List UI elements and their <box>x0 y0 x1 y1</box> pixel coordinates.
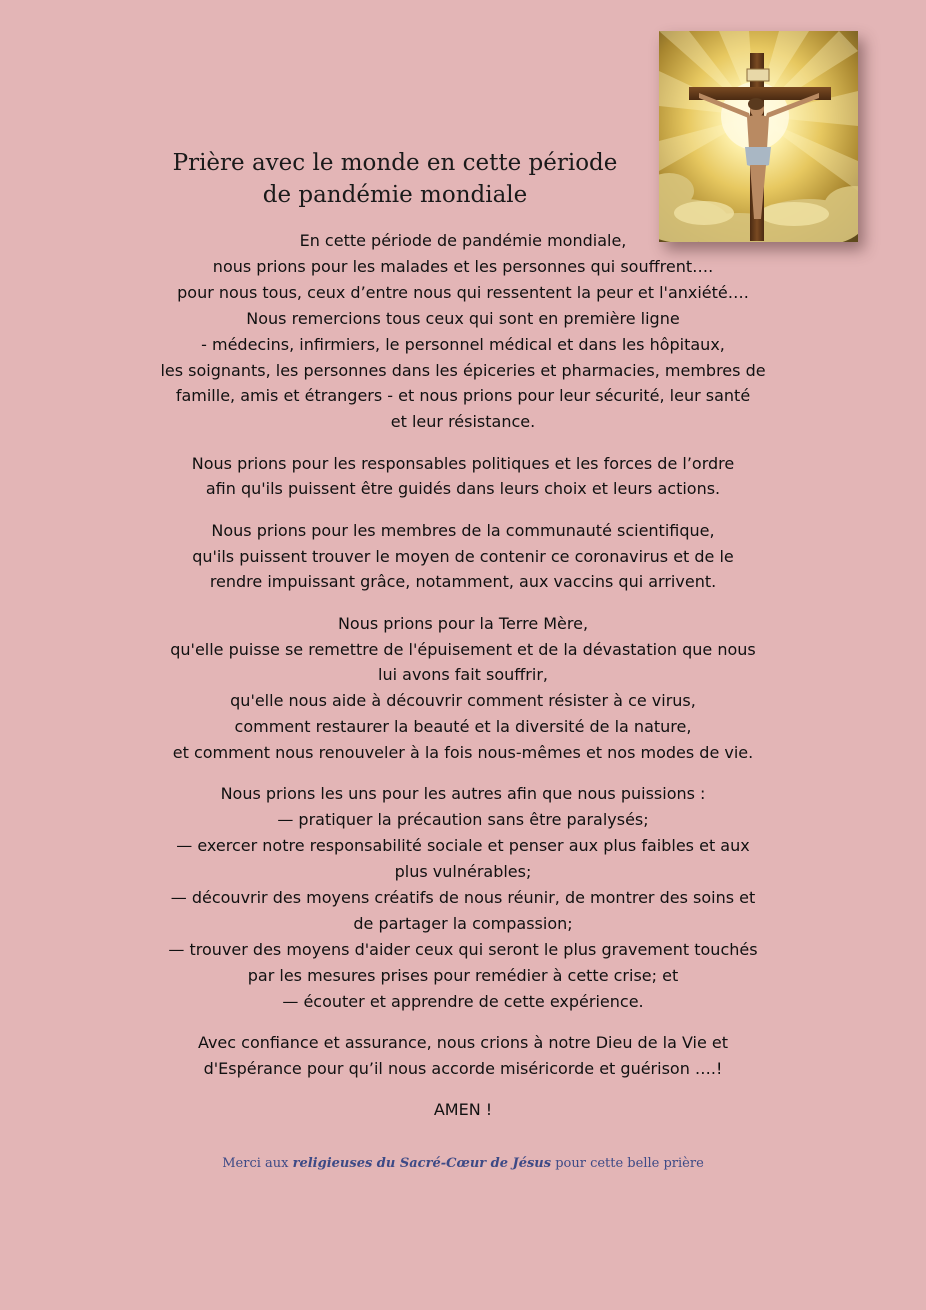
prayer-line: et leur résistance. <box>390 412 536 432</box>
prayer-line: Nous prions pour les membres de la communauté scientifique, <box>211 520 715 540</box>
prayer-body <box>100 228 826 1138</box>
paragraph-scientists <box>100 518 826 596</box>
prayer-line: En cette période de pandémie mondiale, <box>299 231 627 250</box>
prayer-line: plus vulnérables; <box>394 862 532 882</box>
prayer-line: — découvrir des moyens créatifs de nous réunir, de montrer des soins et <box>170 888 756 908</box>
paragraph-one-another <box>100 781 826 1014</box>
paragraph-earth <box>100 611 826 766</box>
prayer-line: Nous prions pour les responsables politiques et les forces de l’ordre <box>191 453 735 473</box>
prayer-line: Nous prions pour la Terre Mère, <box>337 613 589 633</box>
crucifix-illustration <box>659 31 858 242</box>
prayer-line: — écouter et apprendre de cette expérience. <box>282 991 644 1011</box>
credit-line <box>100 1154 826 1174</box>
title-line-1: Prière avec le monde en cette période <box>172 150 618 176</box>
paragraph-intro <box>100 228 826 435</box>
prayer-line: les soignants, les personnes dans les épiceries et pharmacies, membres de <box>160 360 766 380</box>
prayer-line: Nous prions les uns pour les autres afin que nous puissions : <box>220 784 706 804</box>
paragraph-leaders <box>100 451 826 503</box>
prayer-line: Avec confiance et assurance, nous crions à notre Dieu de la Vie et <box>197 1032 729 1052</box>
prayer-line: famille, amis et étrangers - et nous prions pour leur sécurité, leur santé <box>175 386 751 406</box>
prayer-line: de partager la compassion; <box>353 913 573 933</box>
prayer-line: — exercer notre responsabilité sociale et penser aux plus faibles et aux <box>176 836 750 856</box>
prayer-line: qu'elle puisse se remettre de l'épuisement et de la dévastation que nous <box>170 639 756 659</box>
credit-prefix: Merci aux <box>222 1156 293 1171</box>
prayer-line: - médecins, infirmiers, le personnel médical et dans les hôpitaux, <box>201 334 725 354</box>
prayer-line: afin qu'ils puissent être guidés dans leurs choix et leurs actions. <box>205 479 721 499</box>
prayer-line: pour nous tous, ceux d’entre nous qui ressentent la peur et l'anxiété…. <box>177 282 749 302</box>
prayer-line: comment restaurer la beauté et la diversité de la nature, <box>234 717 692 737</box>
prayer-line: lui avons fait souffrir, <box>378 665 548 685</box>
page-title <box>140 147 650 211</box>
prayer-line: nous prions pour les malades et les personnes qui souffrent…. <box>212 256 714 276</box>
prayer-line: — trouver des moyens d'aider ceux qui seront le plus gravement touchés <box>168 939 758 959</box>
prayer-line: qu'ils puissent trouver le moyen de contenir ce coronavirus et de le <box>192 546 734 566</box>
prayer-line: qu'elle nous aide à découvrir comment résister à ce virus, <box>230 691 696 711</box>
prayer-line: et comment nous renouveler à la fois nous-mêmes et nos modes de vie. <box>172 743 754 763</box>
amen <box>100 1097 826 1123</box>
prayer-line: par les mesures prises pour remédier à cette crise; et <box>247 965 679 985</box>
title-line-2: de pandémie mondiale <box>262 182 528 208</box>
prayer-line: — pratiquer la précaution sans être paralysés; <box>277 810 649 830</box>
prayer-line: rendre impuissant grâce, notamment, aux vaccins qui arrivent. <box>209 572 717 592</box>
credit-suffix: pour cette belle prière <box>551 1156 704 1171</box>
paragraph-confidence <box>100 1030 826 1082</box>
prayer-line: d'Espérance pour qu’il nous accorde miséricorde et guérison ….! <box>203 1058 723 1078</box>
amen-text: AMEN ! <box>433 1099 493 1119</box>
prayer-line: Nous remercions tous ceux qui sont en première ligne <box>246 308 680 328</box>
crucifix-image <box>659 31 858 242</box>
credit-emphasis: religieuses du Sacré-Cœur de Jésus <box>292 1156 552 1171</box>
